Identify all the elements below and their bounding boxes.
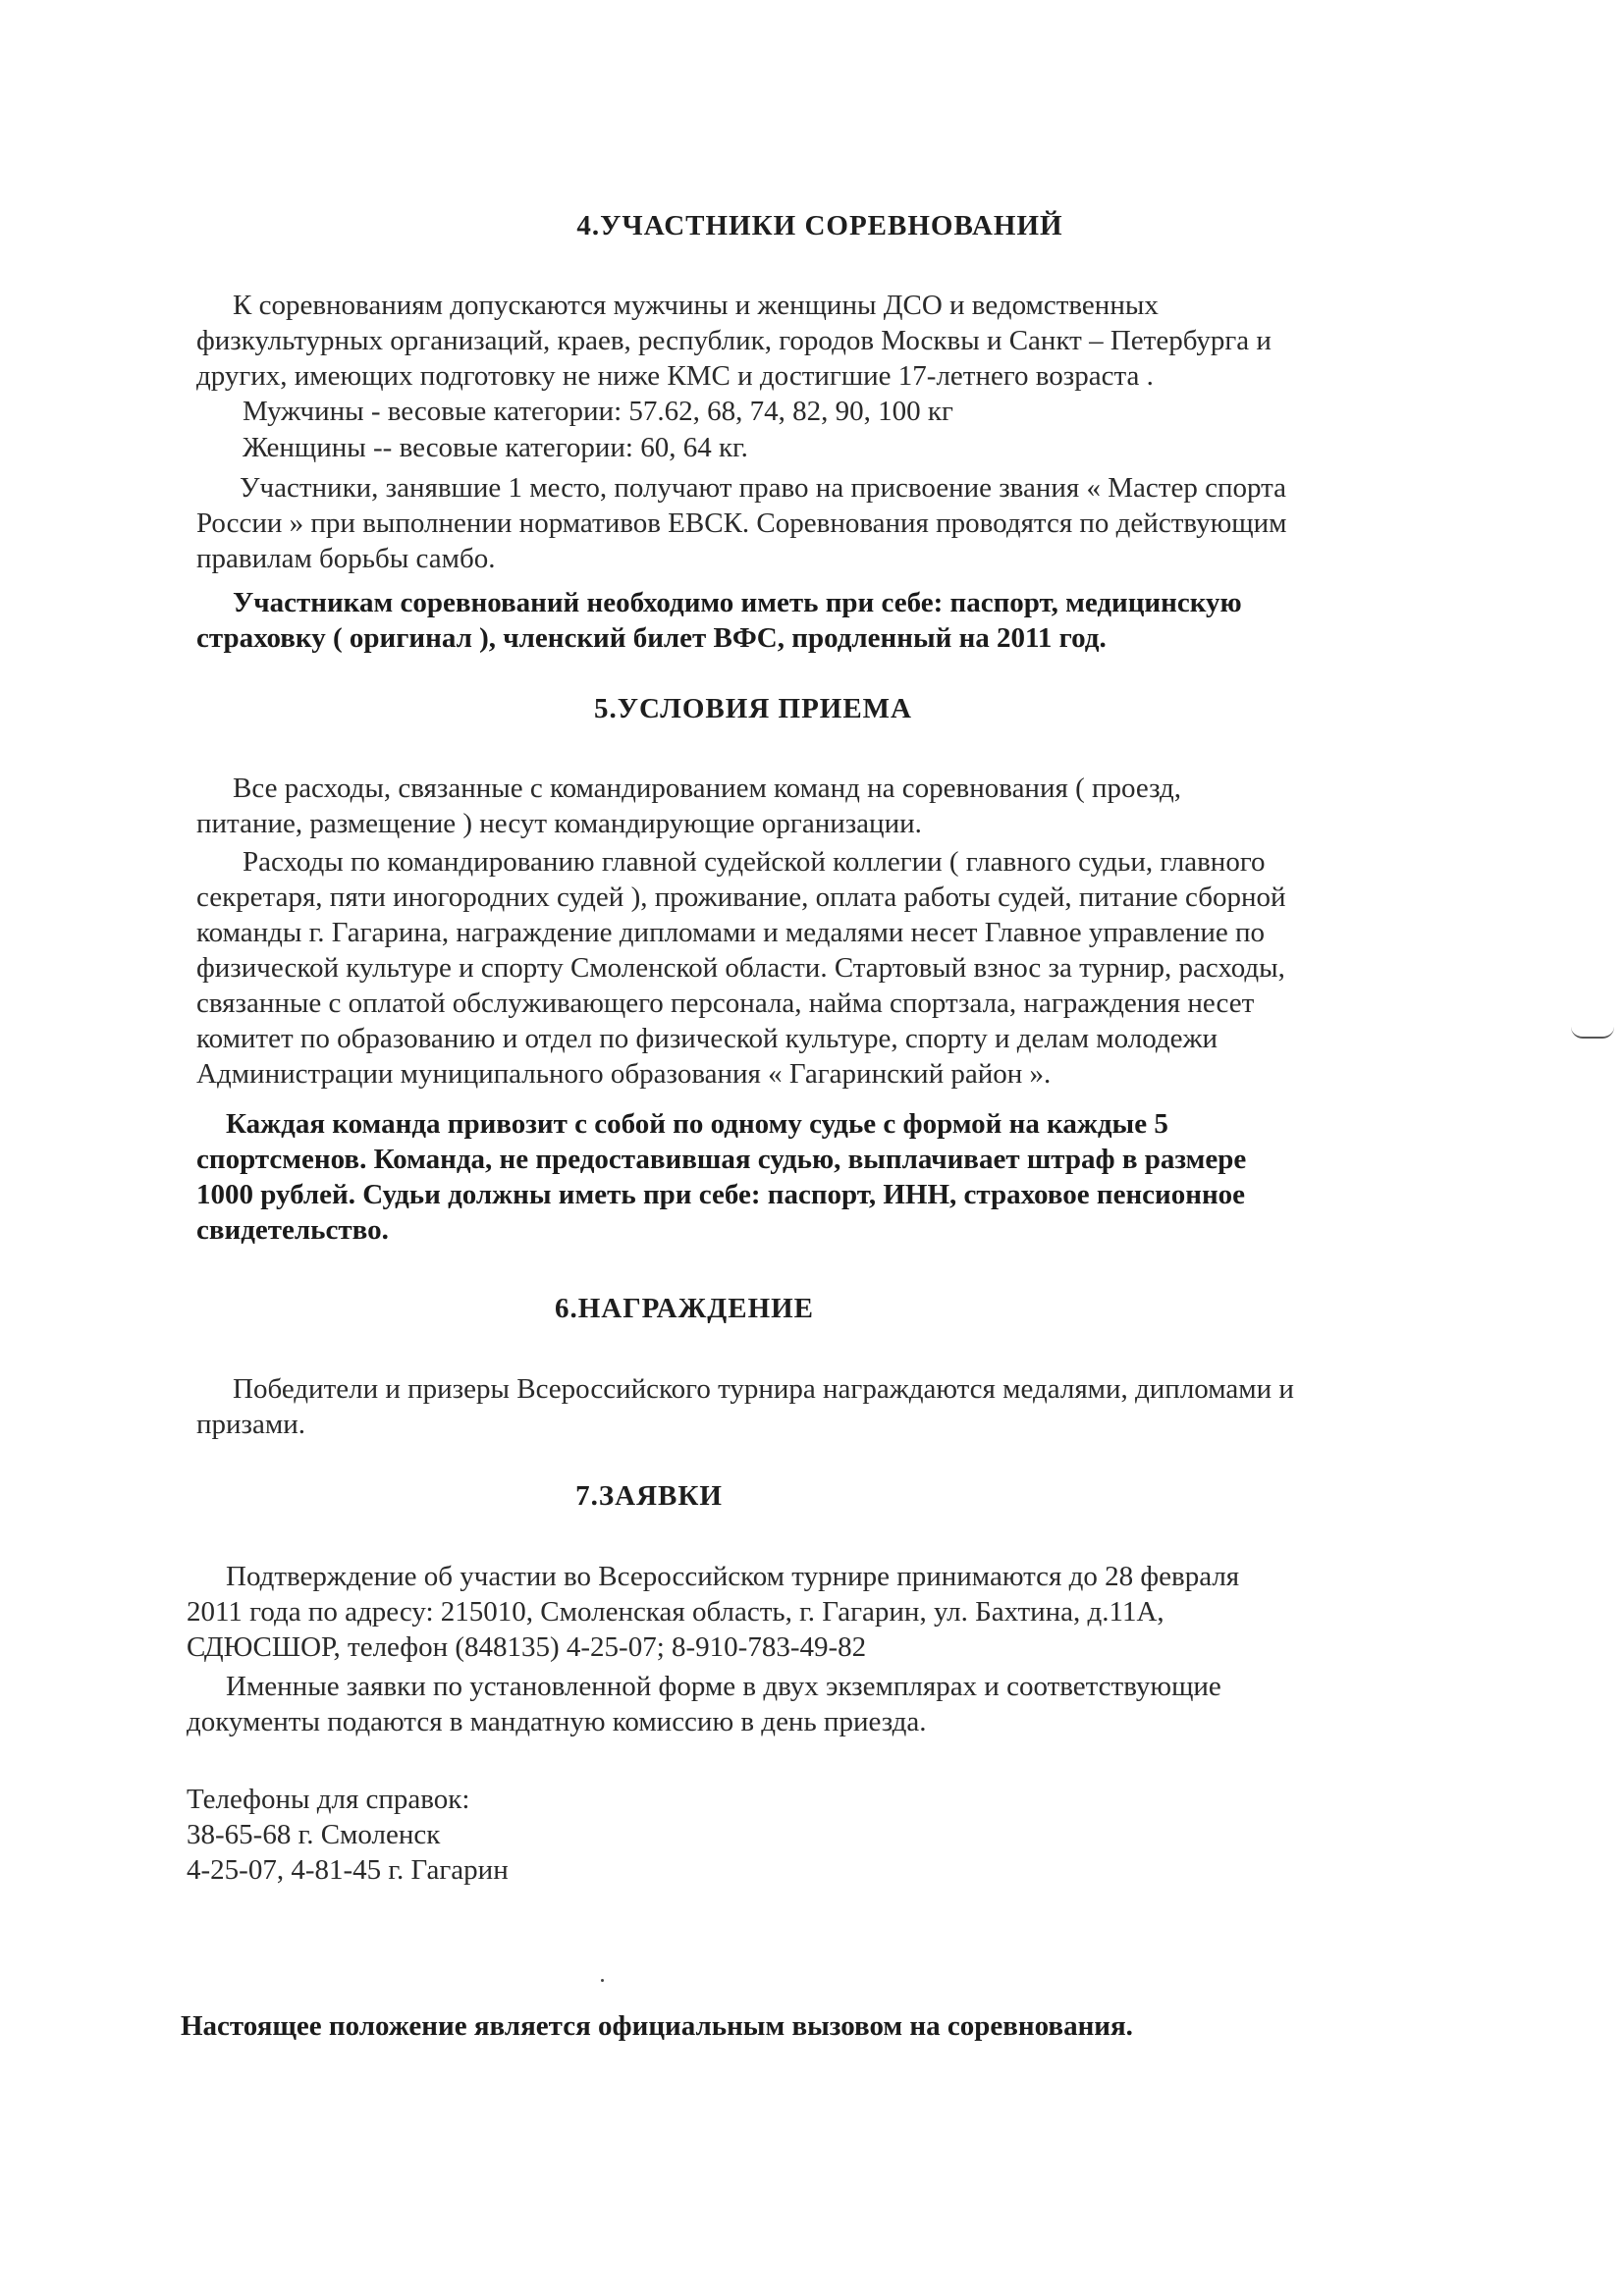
text-line: связанные с оплатой обслуживающего персонала, найма спортзала, награждения несет xyxy=(196,988,1255,1019)
text-line: Победители и призеры Всероссийского турнира награждаются медалями, дипломами и xyxy=(233,1373,1294,1405)
text-line: СДЮСШОР, телефон (848135) 4-25-07; 8-910-783-49-82 xyxy=(187,1631,867,1663)
text-line: правилам борьбы самбо. xyxy=(196,543,496,574)
men-weight-categories: Мужчины - весовые категории: 57.62, 68, 74, 82, 90, 100 кг xyxy=(243,396,953,427)
speck-mark xyxy=(601,1979,604,1982)
contact-gagarin: 4-25-07, 4-81-45 г. Гагарин xyxy=(187,1854,509,1886)
section-4-heading: 4.УЧАСТНИКИ СОРЕВНОВАНИЙ xyxy=(576,210,1063,241)
text-line: Именные заявки по установленной форме в двух экземплярах и соответствующие xyxy=(226,1671,1221,1702)
section-7-para-1 xyxy=(187,1559,1239,1665)
section-5-para-2 xyxy=(196,844,1286,1092)
text-line: страховку ( оригинал ), членский билет ВФС, продленный на 2011 год. xyxy=(196,622,1107,654)
text-line: Все расходы, связанные с командированием команд на соревнования ( проезд, xyxy=(233,773,1182,804)
text-line: Администрации муниципального образования « Гагаринский район ». xyxy=(196,1058,1052,1090)
section-5-judges-requirement xyxy=(196,1106,1246,1248)
text-line: Участникам соревнований необходимо иметь при себе: паспорт, медицинскую xyxy=(233,587,1242,618)
section-6-para-1 xyxy=(196,1371,1294,1442)
text-line: К соревнованиям допускаются мужчины и женщины ДСО и ведомственных xyxy=(233,290,1159,321)
text-line: Каждая команда привозит с собой по одному судье с формой на каждые 5 xyxy=(226,1108,1168,1140)
text-line: комитет по образованию и отдел по физической культуре, спорту и делам молодежи xyxy=(196,1023,1218,1054)
contact-phones xyxy=(187,1782,509,1888)
text-line: команды г. Гагарина, награждение дипломами и медалями несет Главное управление по xyxy=(196,917,1266,948)
text-line: свидетельство. xyxy=(196,1214,389,1246)
text-line: России » при выполнении нормативов ЕВСК. Соревнования проводятся по действующим xyxy=(196,507,1287,539)
section-6-heading: 6.НАГРАЖДЕНИЕ xyxy=(554,1293,815,1324)
text-line: Расходы по командированию главной судейской коллегии ( главного судьи, главного xyxy=(243,846,1266,878)
official-invitation-note: Настоящее положение является официальным вызовом на соревнования. xyxy=(181,2010,1133,2042)
text-line: других, имеющих подготовку не ниже КМС и достигшие 17-летнего возраста . xyxy=(196,360,1154,392)
text-line: 2011 года по адресу: 215010, Смоленская область, г. Гагарин, ул. Бахтина, д.11А, xyxy=(187,1596,1164,1628)
section-7-heading: 7.ЗАЯВКИ xyxy=(575,1480,723,1512)
text-line: призами. xyxy=(196,1409,305,1440)
section-4-para-1 xyxy=(196,288,1272,394)
text-line: 1000 рублей. Судьи должны иметь при себе: паспорт, ИНН, страховое пенсионное xyxy=(196,1179,1246,1210)
text-line: физкультурных организаций, краев, республик, городов Москвы и Санкт – Петербурга и xyxy=(196,325,1272,356)
section-4-para-2 xyxy=(196,470,1286,576)
contact-smolensk: 38-65-68 г. Смоленск xyxy=(187,1819,441,1850)
text-line: физической культуре и спорту Смоленской области. Стартовый взнос за турнир, расходы, xyxy=(196,952,1285,984)
text-line: документы подаются в мандатную комиссию в день приезда. xyxy=(187,1706,927,1737)
text-line: Подтверждение об участии во Всероссийском турнире принимаются до 28 февраля xyxy=(226,1561,1240,1592)
section-7-para-2 xyxy=(187,1669,1221,1739)
section-4-requirements xyxy=(196,585,1242,656)
text-line: Участники, занявшие 1 место, получают право на присвоение звания « Мастер спорта xyxy=(240,472,1286,504)
text-line: секретаря, пяти иногородних судей ), проживание, оплата работы судей, питание сборной xyxy=(196,881,1286,913)
section-5-para-1 xyxy=(196,771,1181,841)
text-line: спортсменов. Команда, не предоставившая судью, выплачивает штраф в размере xyxy=(196,1144,1247,1175)
section-5-heading: 5.УСЛОВИЯ ПРИЕМА xyxy=(594,693,912,724)
women-weight-categories: Женщины -- весовые категории: 60, 64 кг. xyxy=(243,432,748,463)
text-line: питание, размещение ) несут командирующие организации. xyxy=(196,808,922,839)
contacts-title: Телефоны для справок: xyxy=(187,1784,470,1815)
margin-mark xyxy=(1571,1027,1614,1039)
